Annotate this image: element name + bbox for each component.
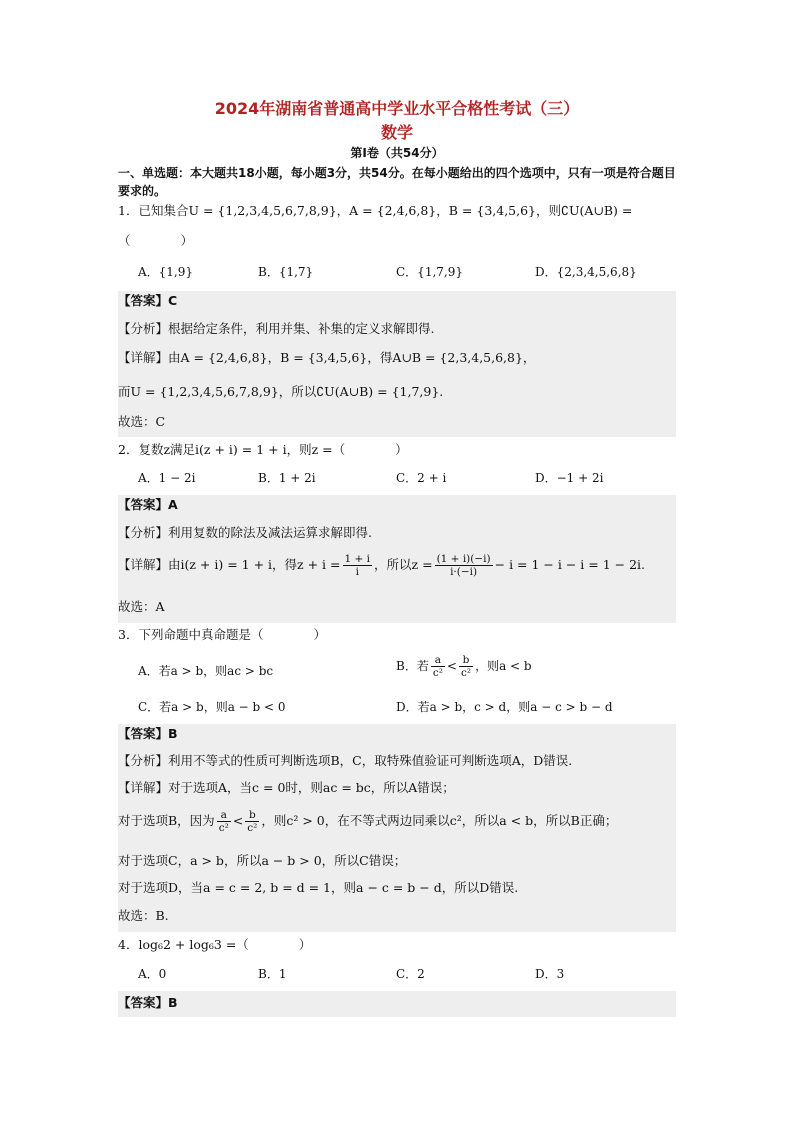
q1-option-a: A．{1,9}: [138, 265, 194, 279]
q1-choice: 故选：C: [118, 414, 166, 429]
q1-paren: （ ）: [118, 233, 194, 248]
q4-answer: 【答案】B: [118, 995, 178, 1010]
q3-option-b-fraction-b: $\frac{b}{\text{c²}}$: [460, 654, 472, 679]
q2-option-a: A．1 − 2i: [138, 471, 196, 485]
q1-stem: 1．已知集合U = {1,2,3,4,5,6,7,8,9}，A = {2,4,6,8}，B = {3,4,5,6}，则∁U(A∪B) =: [118, 203, 633, 218]
q3-choice: 故选：B.: [118, 908, 169, 923]
q2-choice: 故选：A: [118, 599, 165, 614]
q3-detail-fraction-a: $\frac{a}{\text{c²}}$: [218, 809, 229, 834]
section-instructions: 一、单选题：本大题共18小题，每小题3分，共54分。在每小题给出的四个选项中，只有一项是符合题目要求的。: [118, 166, 676, 198]
q3-detail-1: 【详解】对于选项A，当c = 0时，则ac = bc，所以A错误；: [118, 780, 455, 795]
q2-fraction-2: $\frac{(1 + i)(-i)}{i\cdot(-i)}$: [436, 553, 491, 578]
q1-answer: 【答案】C: [118, 293, 178, 308]
q4-solution-block: [118, 991, 676, 1017]
q3-detail-4: 对于选项D，当a = c = 2, b = d = 1，则a − c = b − d，所以D错误.: [118, 880, 519, 895]
q3-option-c: C．若a > b，则a − b < 0: [138, 700, 286, 714]
q1-analysis: 【分析】根据给定条件，利用并集、补集的定义求解即得.: [118, 321, 435, 336]
q4-option-a: A．0: [138, 967, 167, 981]
q3-detail-fraction-b: $\frac{b}{\text{c²}}$: [247, 809, 258, 834]
q3-detail-2: 对于选项B，因为 $\frac{a}{\text{c²}}$ < $\frac{b}{\text{c²}}$ ，则c² > 0，在不等式两边同乘以c²，所以a < b，所以B正确；: [118, 809, 618, 834]
q2-analysis: 【分析】利用复数的除法及减法运算求解即得.: [118, 525, 372, 540]
q3-option-a: A．若a > b，则ac > bc: [138, 664, 274, 678]
q3-option-b-fraction-a: $\frac{a}{\text{c²}}$: [432, 654, 443, 679]
volume-heading: 第Ⅰ卷（共54分）: [350, 146, 444, 160]
q2-detail: 【详解】由i(z + i) = 1 + i，得z + i = $\frac{1 + i}{i}$ ，所以z = $\frac{(1 + i)(-i)}{i\cdot(-i)}$ − i = 1 − i − i = 1 − 2i.: [118, 553, 645, 578]
q2-option-c: C．2 + i: [396, 471, 447, 485]
q4-option-b: B．1: [258, 967, 287, 981]
q1-option-c: C．{1,7,9}: [396, 265, 463, 279]
q2-fraction-1: $\frac{1 + i}{i}$: [344, 553, 371, 578]
q2-option-d: D．−1 + 2i: [535, 471, 604, 485]
q4-option-d: D．3: [535, 967, 565, 981]
q3-option-b: B．若 $\frac{a}{\text{c²}}$ < $\frac{b}{\text{c²}}$ ，则a < b: [396, 654, 532, 679]
exam-title: 2024年湖南省普通高中学业水平合格性考试（三）: [214, 99, 580, 118]
exam-subject: 数学: [380, 123, 413, 142]
q3-option-d: D．若a > b，c > d，则a − c > b − d: [396, 700, 613, 714]
q3-analysis: 【分析】利用不等式的性质可判断选项B，C，取特殊值验证可判断选项A，D错误.: [118, 753, 573, 768]
q3-stem: 3．下列命题中真命题是（ ）: [118, 627, 326, 642]
q4-option-c: C．2: [396, 967, 425, 981]
q1-detail-2: 而U = {1,2,3,4,5,6,7,8,9}，所以∁U(A∪B) = {1,7,9}.: [118, 384, 444, 399]
q4-stem: 4．log₆2 + log₆3 =（ ）: [118, 937, 312, 952]
q1-option-b: B．{1,7}: [258, 265, 314, 279]
q2-option-b: B．1 + 2i: [258, 471, 316, 485]
q1-detail-1: 【详解】由A = {2,4,6,8}，B = {3,4,5,6}，得A∪B = {2,3,4,5,6,8}，: [118, 350, 536, 365]
q1-option-d: D．{2,3,4,5,6,8}: [535, 265, 637, 279]
q2-stem: 2．复数z满足i(z + i) = 1 + i，则z =（ ）: [118, 442, 408, 457]
q3-detail-3: 对于选项C，a > b，所以a − b > 0，所以C错误；: [118, 853, 407, 868]
q3-answer: 【答案】B: [118, 726, 178, 741]
q2-answer: 【答案】A: [118, 497, 178, 512]
